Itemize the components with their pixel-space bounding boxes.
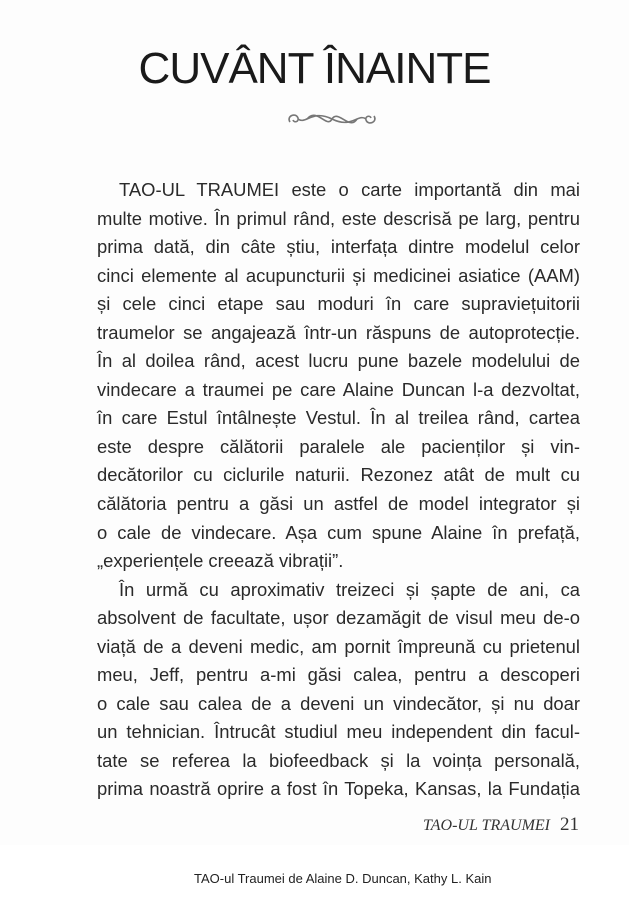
text-line: TAO-UL TRAUMEI este o carte importantă din mai	[119, 179, 580, 200]
text-line: o cale de vindecare. Așa cum spune Alaine în prefață,	[97, 521, 580, 543]
body-text	[97, 176, 580, 804]
running-footer	[423, 814, 579, 836]
text-line: este despre călătorii paralele ale pacienților și vin-	[97, 435, 580, 457]
text-line: cinci elemente al acupuncturii și medicinei asiatice (AAM)	[97, 264, 580, 286]
text-line: o cale sau calea de a deveni un vindecător, și nu doar	[97, 692, 580, 714]
text-line: În al doilea rând, acest lucru pune bazele modelului de	[97, 350, 580, 372]
text-line: decătorilor cu ciclurile naturii. Rezonez atât de mult cu	[97, 464, 580, 486]
text-line: multe motive. În primul rând, este descrisă pe larg, pentru	[97, 207, 580, 229]
text-line: călătoria pentru a găsi un astfel de model integrator și	[97, 493, 580, 515]
chapter-title: CUVÂNT ÎNAINTE	[138, 44, 491, 93]
text-line: meu, Jeff, pentru a-mi găsi calea, pentru a descoperi	[97, 664, 580, 686]
flourish-divider-icon	[282, 104, 382, 134]
text-line: traumelor se angajează într-un răspuns de autoprotecție.	[97, 321, 580, 343]
text-line: tate se referea la biofeedback și la voința personală,	[97, 749, 580, 771]
text-line: prima noastră oprire a fost în Topeka, Kansas, la Fundația	[97, 778, 580, 800]
book-caption: TAO-ul Traumei de Alaine D. Duncan, Kathy L. Kain	[194, 871, 492, 886]
text-line: viață de a deveni medic, am pornit împreună cu prietenul	[97, 635, 580, 657]
text-line: și cele cinci etape sau moduri în care supraviețuitorii	[97, 293, 580, 315]
running-title: TAO-UL TRAUMEI	[423, 817, 550, 834]
text-line: vindecare a traumei pe care Alaine Duncan l-a dezvoltat,	[97, 378, 580, 400]
text-line: prima dată, din câte știu, interfața dintre modelul celor	[97, 236, 580, 258]
text-line: în care Estul întâlnește Vestul. În al treilea rând, cartea	[97, 407, 580, 429]
text-line: un tehnician. Întrucât studiul meu independent din facul-	[97, 721, 580, 743]
page-number: 21	[560, 814, 579, 835]
text-line: absolvent de facultate, ușor dezamăgit de visul meu de-o	[97, 607, 580, 629]
text-line: În urmă cu aproximativ treizeci și șapte de ani, ca	[119, 578, 580, 600]
text-line: „experiențele creează vibrații”.	[97, 550, 344, 572]
